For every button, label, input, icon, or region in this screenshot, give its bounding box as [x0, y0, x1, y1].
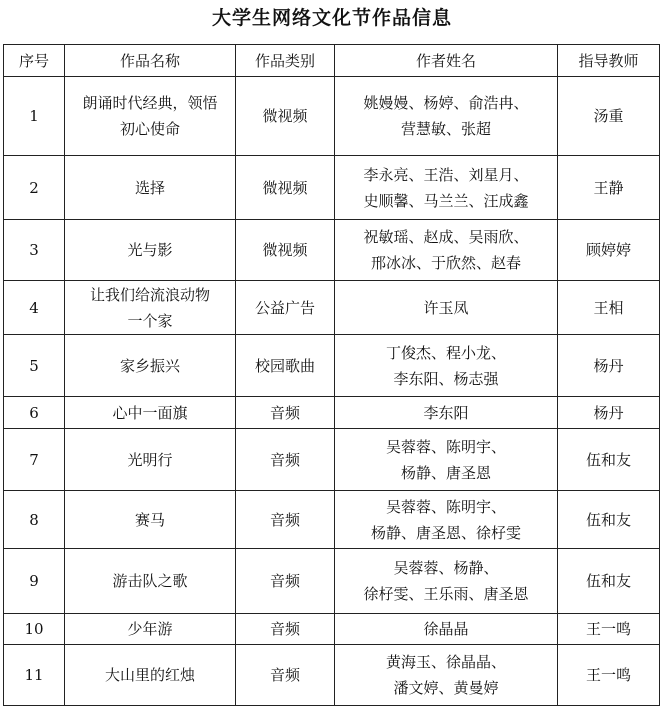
cell-author-line: 丁俊杰、程小龙、	[385, 343, 506, 362]
cell-author	[335, 220, 558, 281]
cell-author	[335, 614, 558, 645]
cell-teacher: 顾婷婷	[558, 220, 660, 281]
header-no: 序号	[4, 45, 65, 77]
cell-author	[335, 397, 558, 429]
cell-author-line: 杨静、唐圣恩、徐杍雯	[370, 523, 521, 542]
table-row	[4, 77, 660, 156]
cell-author-line: 黄海玉、徐晶晶、	[385, 653, 506, 671]
cell-name	[65, 335, 236, 397]
cell-type: 微视频	[236, 220, 335, 281]
cell-author	[335, 491, 558, 549]
cell-type: 音频	[236, 645, 335, 706]
cell-teacher: 杨丹	[558, 397, 660, 429]
cell-type: 音频	[236, 549, 335, 614]
cell-name	[65, 491, 236, 549]
cell-name-line: 心中一面旗	[112, 403, 188, 422]
cell-teacher: 王一鸣	[558, 614, 660, 645]
cell-type: 音频	[236, 429, 335, 491]
cell-type: 公益广告	[236, 281, 335, 335]
cell-name-line: 大山里的红烛	[104, 666, 195, 684]
cell-no: 10	[4, 614, 65, 645]
cell-name	[65, 281, 236, 335]
cell-no: 5	[4, 335, 65, 397]
cell-teacher: 伍和友	[558, 549, 660, 614]
cell-no: 4	[4, 281, 65, 335]
header-type: 作品类别	[236, 45, 335, 77]
cell-no: 9	[4, 549, 65, 614]
cell-type: 音频	[236, 614, 335, 645]
table-row	[4, 335, 660, 397]
cell-author-line: 杨静、唐圣恩	[400, 463, 491, 482]
cell-author-line: 吴蓉蓉、陈明宇、	[385, 437, 506, 456]
cell-type: 微视频	[236, 156, 335, 220]
cell-name	[65, 549, 236, 614]
cell-author-line: 许玉凤	[423, 298, 469, 317]
cell-name-line: 少年游	[127, 620, 173, 638]
cell-name-line: 游击队之歌	[112, 572, 188, 590]
cell-author-line: 祝敏瑶、赵成、吴雨欣、	[363, 228, 529, 246]
cell-name	[65, 429, 236, 491]
cell-teacher: 杨丹	[558, 335, 660, 397]
cell-no: 6	[4, 397, 65, 429]
cell-no: 8	[4, 491, 65, 549]
cell-author-line: 李东阳	[423, 403, 469, 422]
header-author: 作者姓名	[335, 45, 558, 77]
cell-name-line: 让我们给流浪动物	[89, 285, 210, 304]
table-row	[4, 614, 660, 645]
table-row	[4, 156, 660, 220]
cell-teacher: 伍和友	[558, 491, 660, 549]
cell-author	[335, 156, 558, 220]
table-row	[4, 549, 660, 614]
cell-author-line: 潘文婷、黄曼婷	[393, 679, 499, 697]
cell-name	[65, 397, 236, 429]
cell-author-line: 李东阳、杨志强	[393, 369, 499, 388]
table-row	[4, 220, 660, 281]
cell-name	[65, 156, 236, 220]
cell-no: 1	[4, 77, 65, 156]
cell-name	[65, 645, 236, 706]
cell-name-line: 家乡振兴	[119, 356, 180, 375]
cell-author	[335, 77, 558, 156]
cell-author-line: 营慧敏、张超	[400, 120, 491, 138]
cell-author-line: 徐晶晶	[423, 620, 469, 638]
cell-author-line: 徐杍雯、王乐雨、唐圣恩	[363, 585, 529, 603]
cell-name	[65, 77, 236, 156]
cell-name	[65, 220, 236, 281]
cell-author-line: 史顺馨、马兰兰、汪成鑫	[363, 191, 529, 210]
cell-author-line: 邢冰冰、于欣然、赵春	[370, 254, 521, 272]
cell-no: 11	[4, 645, 65, 706]
cell-no: 7	[4, 429, 65, 491]
cell-author-line: 吴蓉蓉、陈明宇、	[385, 497, 506, 516]
cell-no: 3	[4, 220, 65, 281]
cell-name-line: 赛马	[134, 510, 165, 529]
table-row	[4, 397, 660, 429]
cell-type: 音频	[236, 397, 335, 429]
cell-teacher: 王静	[558, 156, 660, 220]
cell-teacher: 汤重	[558, 77, 660, 156]
header-teacher: 指导教师	[558, 45, 660, 77]
cell-name-line: 初心使命	[119, 120, 180, 138]
cell-author	[335, 549, 558, 614]
cell-no: 2	[4, 156, 65, 220]
cell-name-line: 光与影	[127, 241, 173, 259]
cell-type: 微视频	[236, 77, 335, 156]
cell-teacher: 王一鸣	[558, 645, 660, 706]
cell-name-line: 光明行	[127, 450, 173, 469]
page-title: 大学生网络文化节作品信息	[211, 7, 452, 29]
works-table	[3, 44, 660, 706]
cell-name	[65, 614, 236, 645]
cell-teacher: 王相	[558, 281, 660, 335]
cell-name-line: 朗诵时代经典，领悟	[82, 94, 218, 112]
cell-type: 音频	[236, 491, 335, 549]
table-row	[4, 281, 660, 335]
table-row	[4, 429, 660, 491]
table-row	[4, 645, 660, 706]
cell-type: 校园歌曲	[236, 335, 335, 397]
cell-author-line: 姚嫚嫚、杨婷、俞浩冉、	[363, 94, 529, 112]
table-row	[4, 491, 660, 549]
cell-author	[335, 281, 558, 335]
cell-teacher: 伍和友	[558, 429, 660, 491]
header-row	[4, 45, 660, 77]
cell-name-line: 选择	[134, 178, 165, 197]
cell-author-line: 吴蓉蓉、杨静、	[393, 559, 499, 577]
cell-author	[335, 335, 558, 397]
cell-author-line: 李永亮、王浩、刘星月、	[363, 165, 529, 184]
cell-name-line: 一个家	[127, 311, 173, 330]
cell-author	[335, 645, 558, 706]
cell-author	[335, 429, 558, 491]
header-name: 作品名称	[65, 45, 236, 77]
